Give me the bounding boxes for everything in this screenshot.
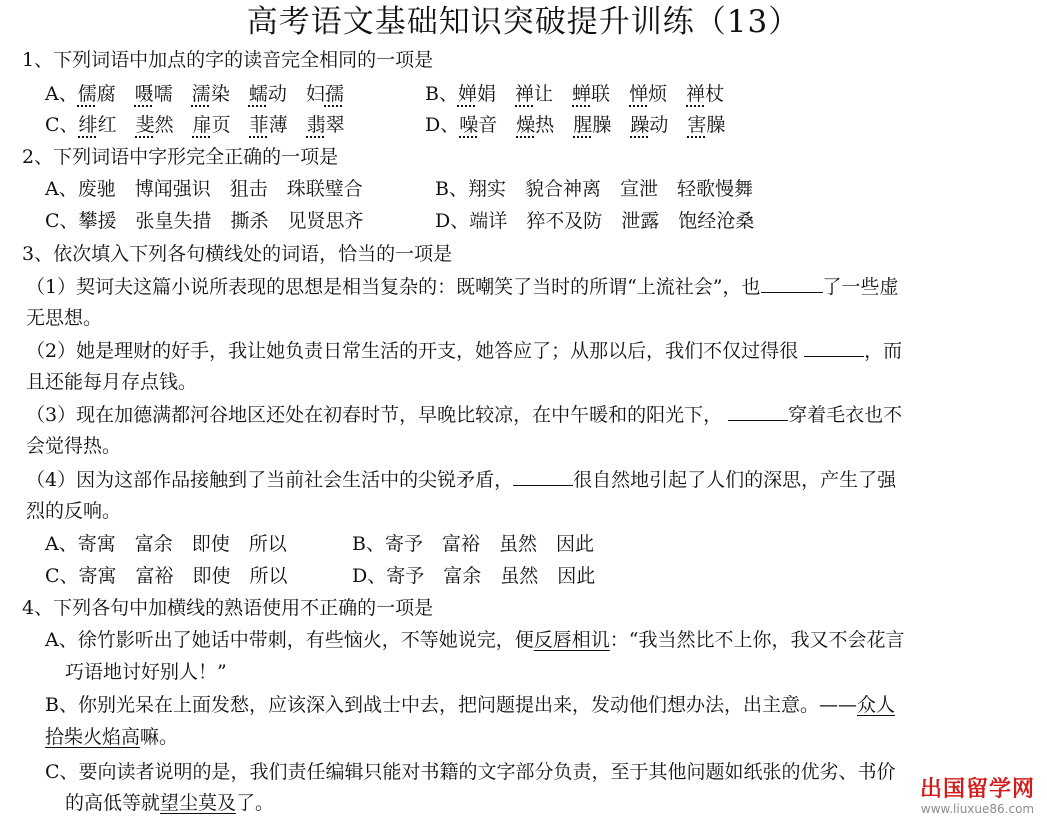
site-watermark [920, 778, 1035, 816]
q4-option-a-cont: 巧语地讨好别人！” [65, 661, 227, 683]
q3-sentence-4: （4）因为这部作品接触到了当前社会生活中的尖锐矛盾， 很自然地引起了人们的深思，产生了强 [26, 469, 897, 491]
q3-blank-2 [804, 338, 864, 357]
q1-stem: 1、下列词语中加点的字的读音完全相同的一项是 [22, 49, 434, 71]
q4-option-c: C、要向读者说明的是，我们责任编辑只能对书籍的文字部分负责，至于其他问题如纸张的优劣、书价 [45, 761, 896, 783]
q3-sentence-1: （1）契诃夫这篇小说所表现的思想是相当复杂的：既嘲笑了当时的所谓“上流社会”，也 了一些虚 [26, 276, 899, 298]
q3-blank-3 [728, 402, 788, 421]
q4-option-b-cont: 拾柴火焰高嘛。 [45, 726, 179, 748]
q1-option-d: D、噪音 燥热 腥臊 躁动 害臊 [425, 114, 726, 136]
q4-stem: 4、下列各句中加横线的熟语使用不正确的一项是 [22, 597, 434, 619]
q3-stem: 3、依次填入下列各句横线处的词语，恰当的一项是 [22, 243, 453, 265]
q3-option-b: B、寄予 富裕 虽然 因此 [352, 533, 594, 555]
q3-sentence-3: （3）现在加德满都河谷地区还处在初春时节，早晚比较凉，在中午暖和的阳光下， 穿着毛衣也不 [26, 404, 903, 426]
q3-blank-4 [513, 467, 573, 486]
watermark-brand: 出国留学网 [919, 777, 1035, 802]
watermark-url: www.liuxue86.com [920, 802, 1035, 816]
q2-stem: 2、下列词语中字形完全正确的一项是 [22, 146, 339, 168]
q4-option-c-cont: 的高低等就望尘莫及了。 [65, 792, 275, 814]
q3-option-c: C、寄寓 富裕 即使 所以 [45, 565, 288, 587]
q3-sentence-3-cont: 会觉得热。 [26, 435, 122, 457]
q3-sentence-2-cont: 且还能每月存点钱。 [26, 371, 198, 393]
q2-option-d: D、端详 猝不及防 泄露 饱经沧桑 [435, 210, 755, 232]
q2-option-b: B、翔实 貌合神离 宣泄 轻歌慢舞 [435, 178, 753, 200]
q2-option-a: A、废驰 博闻强识 狙击 珠联璧合 [45, 178, 363, 200]
q3-sentence-1-cont: 无思想。 [26, 307, 103, 329]
q3-blank-1 [761, 274, 823, 293]
q4-option-a: A、徐竹影听出了她话中带刺，有些恼火，不等她说完，便反唇相讥：“我当然比不上你，我又不会花言 [45, 629, 905, 651]
q1-option-a: A、儒腐 嗫嚅 濡染 蠕动 妇孺 [45, 83, 344, 105]
q1-option-c: C、绯红 斐然 扉页 菲薄 翡翠 [45, 114, 345, 136]
q4-option-b: B、你别光呆在上面发愁，应该深入到战士中去，把问题提出来，发动他们想办法，出主意。——众人 [45, 694, 895, 716]
q3-sentence-4-cont: 烈的反响。 [26, 500, 122, 522]
q3-option-d: D、寄予 富余 虽然 因此 [352, 565, 596, 587]
q3-sentence-2: （2）她是理财的好手，我让她负责日常生活的开支，她答应了；从那以后，我们不仅过得很 ，而 [26, 340, 903, 362]
page-title: 高考语文基础知识突破提升训练（13） [246, 4, 801, 40]
q2-option-c: C、攀援 张皇失措 撕杀 见贤思齐 [45, 210, 364, 232]
q1-option-b: B、婵娟 禅让 蝉联 惮烦 禅杖 [425, 83, 725, 105]
q3-option-a: A、寄寓 富余 即使 所以 [45, 533, 287, 555]
